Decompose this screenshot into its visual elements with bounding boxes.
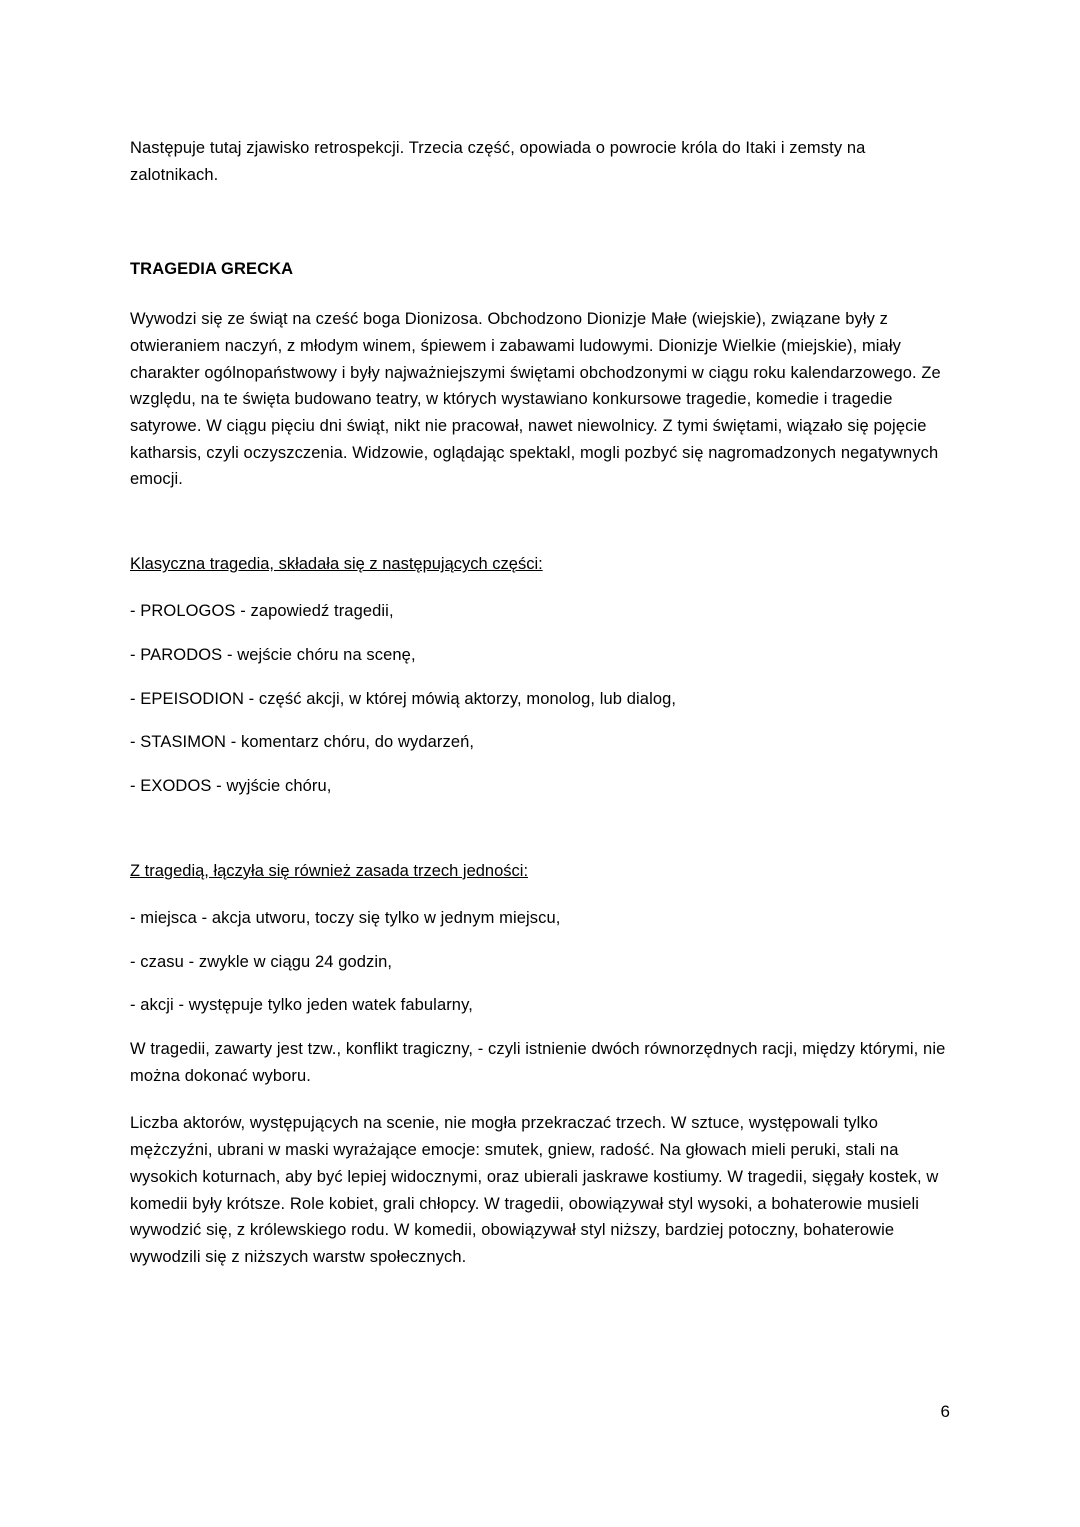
actors-paragraph: Liczba aktorów, występujących na scenie, nie mogła przekraczać trzech. W sztuce, występowali tylko mężczyźni, ubrani w maski wyrażające emocje: smutek, gniew, radość. Na głowach mieli peruki, stali na wysokich koturnach, aby być lepiej widocznymi, oraz ubierali jaskrawe kostiumy. W tragedii, sięgały kostek, w komedii były krótsze. Role kobiet, grali chłopcy. W tragedii, obowiązywał styl wysoki, a bohaterowie musieli wywodzić się, z królewskiego rodu. W komedii, obowiązywał styl niższy, bardziej potoczny, bohaterowie wywodzili się z niższych warstw społecznych. (130, 1114, 939, 1266)
unities-heading: Z tragedią, łączyła się również zasada trzech jedności: (130, 861, 529, 880)
intro-paragraph: Następuje tutaj zjawisko retrospekcji. Trzecia część, opowiada o powrocie króla do Itaki i zemsty na zalotnikach. (130, 139, 866, 184)
page-number: 6 (940, 1402, 950, 1421)
list-item-prologos: - PROLOGOS - zapowiedź tragedii, (130, 602, 394, 621)
parts-list-heading: Klasyczna tragedia, składała się z następujących części: (130, 555, 543, 574)
tragedy-parts-list (130, 598, 955, 800)
section-heading-tragedia-grecka: TRAGEDIA GRECKA (130, 260, 294, 279)
list-item-parodos: - PARODOS - wejście chóru na scenę, (130, 645, 416, 664)
list-item-epeisodion: - EPEISODION - część akcji, w której mówią aktorzy, monolog, lub dialog, (130, 689, 677, 708)
document-content (130, 135, 955, 1271)
tragedy-description-paragraph: Wywodzi się ze świąt na cześć boga Dionizosa. Obchodzono Dionizje Małe (wiejskie), związane były z otwieraniem naczyń, z młodym winem, śpiewem i zabawami ludowymi. Dionizje Wielkie (miejskie), miały charakter ogólnopaństwowy i były najważniejszymi świętami obchodzonymi w ciągu roku kalendarzowego. Ze względu, na te święta budowano teatry, w których wystawiano konkursowe tragedie, komedie i tragedie satyrowe. W ciągu pięciu dni świąt, nikt nie pracował, nawet niewolnicy. Z tymi świętami, wiązało się pojęcie katharsis, czyli oczyszczenia. Widzowie, oglądając spektakl, mogli pozbyć się nagromadzonych negatywnych emocji. (130, 310, 941, 489)
list-item-exodos: - EXODOS - wyjście chóru, (130, 777, 332, 796)
tragic-conflict-paragraph: W tragedii, zawarty jest tzw., konflikt tragiczny, - czyli istnienie dwóch równorzędnych racji, między którymi, nie można dokonać wyboru. (130, 1039, 946, 1085)
list-item-akcji: - akcji - występuje tylko jeden watek fabularny, (130, 996, 473, 1015)
list-item-stasimon: - STASIMON - komentarz chóru, do wydarzeń, (130, 733, 475, 752)
list-item-czasu: - czasu - zwykle w ciągu 24 godzin, (130, 952, 393, 971)
list-item-miejsca: - miejsca - akcja utworu, toczy się tylko w jednym miejscu, (130, 908, 561, 927)
unities-list (130, 905, 955, 1019)
